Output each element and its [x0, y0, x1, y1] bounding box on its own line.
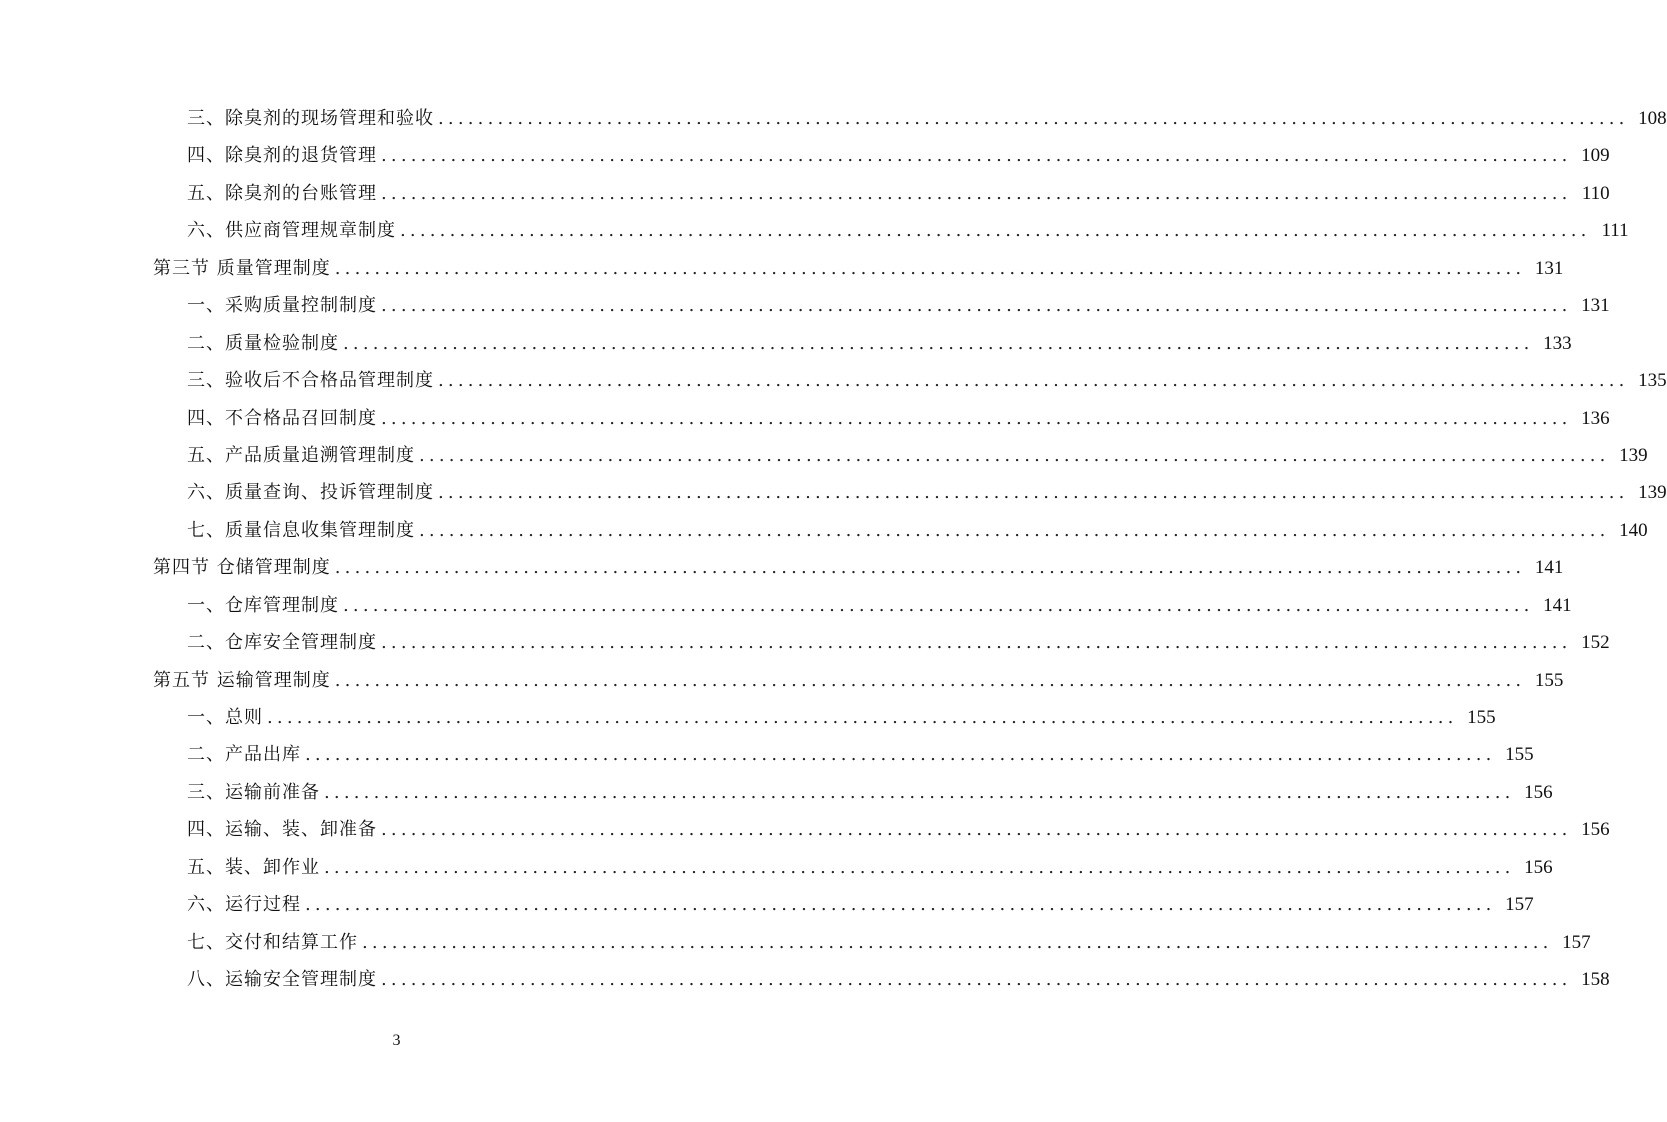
toc-entry-page: 108: [1638, 108, 1667, 129]
toc-dot-leader: ........................................................................................................................: [419, 444, 1610, 466]
toc-entry[interactable]: [0, 886, 1534, 923]
toc-entry-page: 156: [1524, 781, 1553, 803]
toc-entry-label: 三、除臭剂的现场管理和验收: [187, 108, 434, 129]
toc-dot-leader: ........................................................................................................................: [334, 557, 1526, 579]
toc-entry[interactable]: [0, 362, 1667, 399]
toc-entry-page: 110: [1581, 182, 1610, 204]
toc-entry-label: 一、仓库管理制度: [187, 594, 339, 616]
toc-entry-line: [187, 624, 1610, 661]
toc-entry-label: 八、运输安全管理制度: [187, 969, 377, 991]
toc-entry-page: 156: [1581, 819, 1610, 841]
toc-entry-label: 二、产品出库: [187, 744, 301, 766]
toc-entry-page: 155: [1505, 744, 1534, 766]
toc-entry-page: 155: [1467, 707, 1496, 728]
toc-entry-label: 五、除臭剂的台账管理: [187, 182, 377, 204]
toc-dot-leader: ........................................................................................................................: [343, 594, 1534, 616]
toc-entry-page: 157: [1562, 931, 1591, 953]
toc-entry-label: 四、除臭剂的退货管理: [187, 145, 377, 167]
toc-entry-label: 二、仓库安全管理制度: [187, 632, 377, 654]
toc-dot-leader: ........................................................................................................................: [381, 969, 1572, 991]
toc-entry[interactable]: [0, 287, 1610, 324]
toc-entry-line: [187, 774, 1553, 811]
toc-dot-leader: ........................................................................................................................: [438, 108, 1629, 129]
toc-entry-line: [187, 587, 1572, 624]
toc-entry-line: [187, 137, 1610, 174]
toc-entry-line: [187, 287, 1610, 324]
toc-entry-page: 152: [1581, 632, 1610, 654]
toc-entry-label: 四、不合格品召回制度: [187, 407, 377, 429]
toc-entry-line: [153, 662, 1564, 699]
toc-dot-leader: ........................................................................................................................: [438, 370, 1629, 392]
toc-entry-page: 141: [1534, 557, 1564, 579]
toc-entry-page: 141: [1543, 594, 1572, 616]
toc-entry[interactable]: [0, 849, 1553, 886]
toc-entry-label: 二、质量检验制度: [187, 332, 339, 354]
toc-entry-page: 158: [1581, 969, 1610, 991]
toc-entry-line: [187, 924, 1591, 961]
toc-entry[interactable]: [0, 549, 1564, 586]
toc-dot-leader: ........................................................................................................................: [324, 781, 1515, 803]
toc-entry-line: [187, 100, 1667, 137]
toc-entry[interactable]: [0, 961, 1610, 998]
toc-entry-page: 131: [1534, 257, 1564, 279]
toc-entry[interactable]: [0, 437, 1648, 474]
toc-entry-line: [187, 212, 1629, 249]
toc-entry-label: 六、供应商管理规章制度: [187, 220, 396, 242]
toc-entry-line: [187, 699, 1496, 736]
toc-entry-line: [153, 250, 1564, 287]
toc-entry-label: 第三节 质量管理制度: [153, 257, 331, 279]
toc-entry[interactable]: [0, 662, 1564, 699]
toc-entry[interactable]: [0, 587, 1572, 624]
toc-dot-leader: ........................................................................................................................: [381, 407, 1572, 429]
toc-dot-leader: ........................................................................................................................: [419, 519, 1610, 541]
toc-dot-leader: ........................................................................................................................: [381, 819, 1572, 841]
toc-entry-page: 139: [1638, 482, 1667, 504]
toc-entry[interactable]: [0, 400, 1610, 437]
toc-entry-label: 第五节 运输管理制度: [153, 669, 331, 691]
toc-entry-page: 131: [1581, 295, 1610, 317]
toc-entry-page: 136: [1581, 407, 1610, 429]
toc-entry-page: 140: [1619, 519, 1648, 541]
toc-dot-leader: ........................................................................................................................: [362, 931, 1553, 953]
toc-entry[interactable]: [0, 175, 1610, 212]
toc-entry[interactable]: [0, 699, 1496, 736]
toc-entry[interactable]: [0, 736, 1534, 773]
toc-entry[interactable]: [0, 624, 1610, 661]
toc-dot-leader: ........................................................................................................................: [381, 632, 1572, 654]
toc-dot-leader: ........................................................................................................................: [381, 295, 1572, 317]
toc-entry-page: 111: [1601, 220, 1629, 242]
toc-entry-line: [187, 512, 1648, 549]
toc-dot-leader: ........................................................................................................................: [305, 744, 1496, 766]
page-number: 3: [392, 1032, 401, 1049]
toc-entry-page: 109: [1581, 145, 1610, 167]
toc-dot-leader: ........................................................................................................................: [381, 182, 1572, 204]
toc-entry[interactable]: [0, 212, 1629, 249]
toc-entry-label: 七、交付和结算工作: [187, 931, 358, 953]
toc-entry-page: 155: [1534, 669, 1564, 691]
toc-entry-line: [187, 400, 1610, 437]
toc-entry-line: [187, 961, 1610, 998]
toc-entry-label: 六、质量查询、投诉管理制度: [187, 482, 434, 504]
toc-dot-leader: ........................................................................................................................: [334, 669, 1526, 691]
toc-dot-leader: ........................................................................................................................: [381, 145, 1572, 167]
toc-dot-leader: ........................................................................................................................: [305, 894, 1496, 916]
toc-dot-leader: ........................................................................................................................: [334, 257, 1526, 279]
toc-entry[interactable]: [0, 474, 1667, 511]
toc-entry-line: [187, 362, 1667, 399]
toc-dot-leader: ........................................................................................................................: [438, 482, 1629, 504]
toc-entry-label: 三、验收后不合格品管理制度: [187, 370, 434, 392]
toc-dot-leader: ........................................................................................................................: [343, 332, 1534, 354]
toc-entry-label: 第四节 仓储管理制度: [153, 557, 331, 579]
toc-entry-line: [187, 474, 1667, 511]
toc-entry[interactable]: [0, 100, 1667, 137]
toc-entry-page: 156: [1524, 856, 1553, 878]
toc-dot-leader: ........................................................................................................................: [400, 220, 1591, 242]
toc-entry-label: 四、运输、装、卸准备: [187, 819, 377, 841]
toc-entry[interactable]: [0, 774, 1553, 811]
toc-entry[interactable]: [0, 811, 1610, 848]
toc-entry-line: [187, 437, 1648, 474]
toc-entry-label: 五、装、卸作业: [187, 856, 320, 878]
toc-entry[interactable]: [0, 325, 1572, 362]
toc-entry[interactable]: [0, 512, 1648, 549]
toc-entry-label: 三、运输前准备: [187, 781, 320, 803]
toc-entry-label: 一、采购质量控制制度: [187, 295, 377, 317]
toc-entry-line: [187, 849, 1553, 886]
toc-entry[interactable]: [0, 924, 1591, 961]
toc-entry-label: 七、质量信息收集管理制度: [187, 519, 415, 541]
toc-entry-page: 157: [1505, 894, 1534, 916]
toc-entry-line: [187, 811, 1610, 848]
toc-entry-page: 139: [1619, 444, 1648, 466]
toc-entry-label: 一、总则: [187, 707, 263, 728]
toc-entry-line: [153, 549, 1564, 586]
toc-entry-label: 六、运行过程: [187, 894, 301, 916]
toc-entry-page: 133: [1543, 332, 1572, 354]
toc-entry-line: [187, 886, 1534, 923]
toc-entry[interactable]: [0, 250, 1564, 287]
toc-entry[interactable]: [0, 137, 1610, 174]
toc-entry-page: 135: [1638, 370, 1667, 392]
table-of-contents: [0, 100, 1667, 999]
toc-entry-line: [187, 175, 1610, 212]
toc-entry-line: [187, 325, 1572, 362]
toc-entry-line: [187, 736, 1534, 773]
toc-dot-leader: ........................................................................................................................: [267, 707, 1458, 728]
toc-dot-leader: ........................................................................................................................: [324, 856, 1515, 878]
toc-entry-label: 五、产品质量追溯管理制度: [187, 444, 415, 466]
